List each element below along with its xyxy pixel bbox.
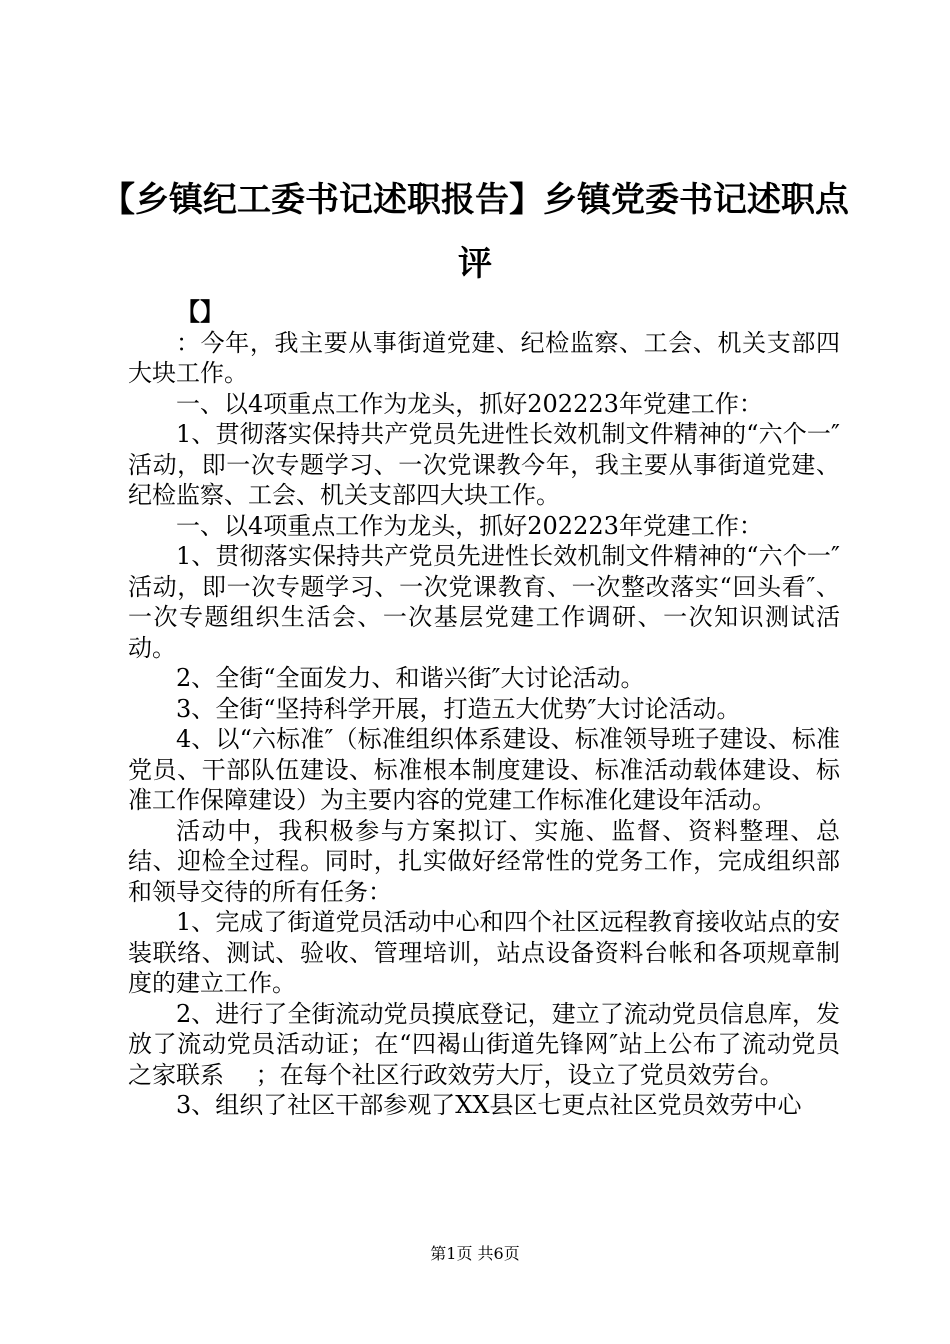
page-footer: 第1页 共6页 (430, 1244, 520, 1263)
paragraph-bracket: 【】 (176, 297, 224, 326)
paragraph: ：今年，我主要从事街道党建、纪检监察、工会、机关支部四大块工作。 (128, 328, 840, 387)
paragraph: 1、贯彻落实保持共产党员先进性长效机制文件精神的“六个一″活动，即一次专题学习、一次党课教育、一次整改落实“回头看″、一次专题组织生活会、一次基层党建工作调研、一次知识测试活动。 (128, 542, 840, 662)
paragraph: 3、全街“坚持科学开展，打造五大优势″大讨论活动。 (176, 694, 741, 723)
document-body (128, 297, 840, 1121)
paragraph: 2、全街“全面发力、和谐兴街″大讨论活动。 (176, 664, 645, 692)
paragraph: 一、以4项重点工作为龙头，抓好202223年党建工作： (176, 511, 763, 540)
paragraph: 3、组织了社区干部参观了XX县区七更点社区党员效劳中心 (176, 1091, 802, 1119)
paragraph: 活动中，我积极参与方案拟订、实施、监督、资料整理、总结、迎检全过程。同时，扎实做好经常性的党务工作，完成组织部和领导交待的所有任务： (128, 816, 840, 906)
document-title: 【乡镇纪工委书记述职报告】乡镇党委书记述职点评 (101, 180, 849, 284)
paragraph: 一、以4项重点工作为龙头，抓好202223年党建工作： (176, 389, 763, 418)
paragraph: 2、进行了全街流动党员摸底登记，建立了流动党员信息库，发放了流动党员活动证；在“四褐山街道先锋网″站上公布了流动党员之家联系 ；在每个社区行政效劳大厅，设立了党员效劳台。 (128, 999, 840, 1089)
paragraph: 1、贯彻落实保持共产党员先进性长效机制文件精神的“六个一″活动，即一次专题学习、一次党课教今年，我主要从事街道党建、纪检监察、工会、机关支部四大块工作。 (128, 420, 840, 509)
paragraph: 1、完成了街道党员活动中心和四个社区远程教育接收站点的安装联络、测试、验收、管理培训，站点设备资料台帐和各项规章制度的建立工作。 (128, 908, 840, 997)
paragraph: 4、以“六标准″（标准组织体系建设、标准领导班子建设、标准党员、干部队伍建设、标准根本制度建设、标准活动载体建设、标准工作保障建设）为主要内容的党建工作标准化建设年活动。 (128, 725, 840, 814)
